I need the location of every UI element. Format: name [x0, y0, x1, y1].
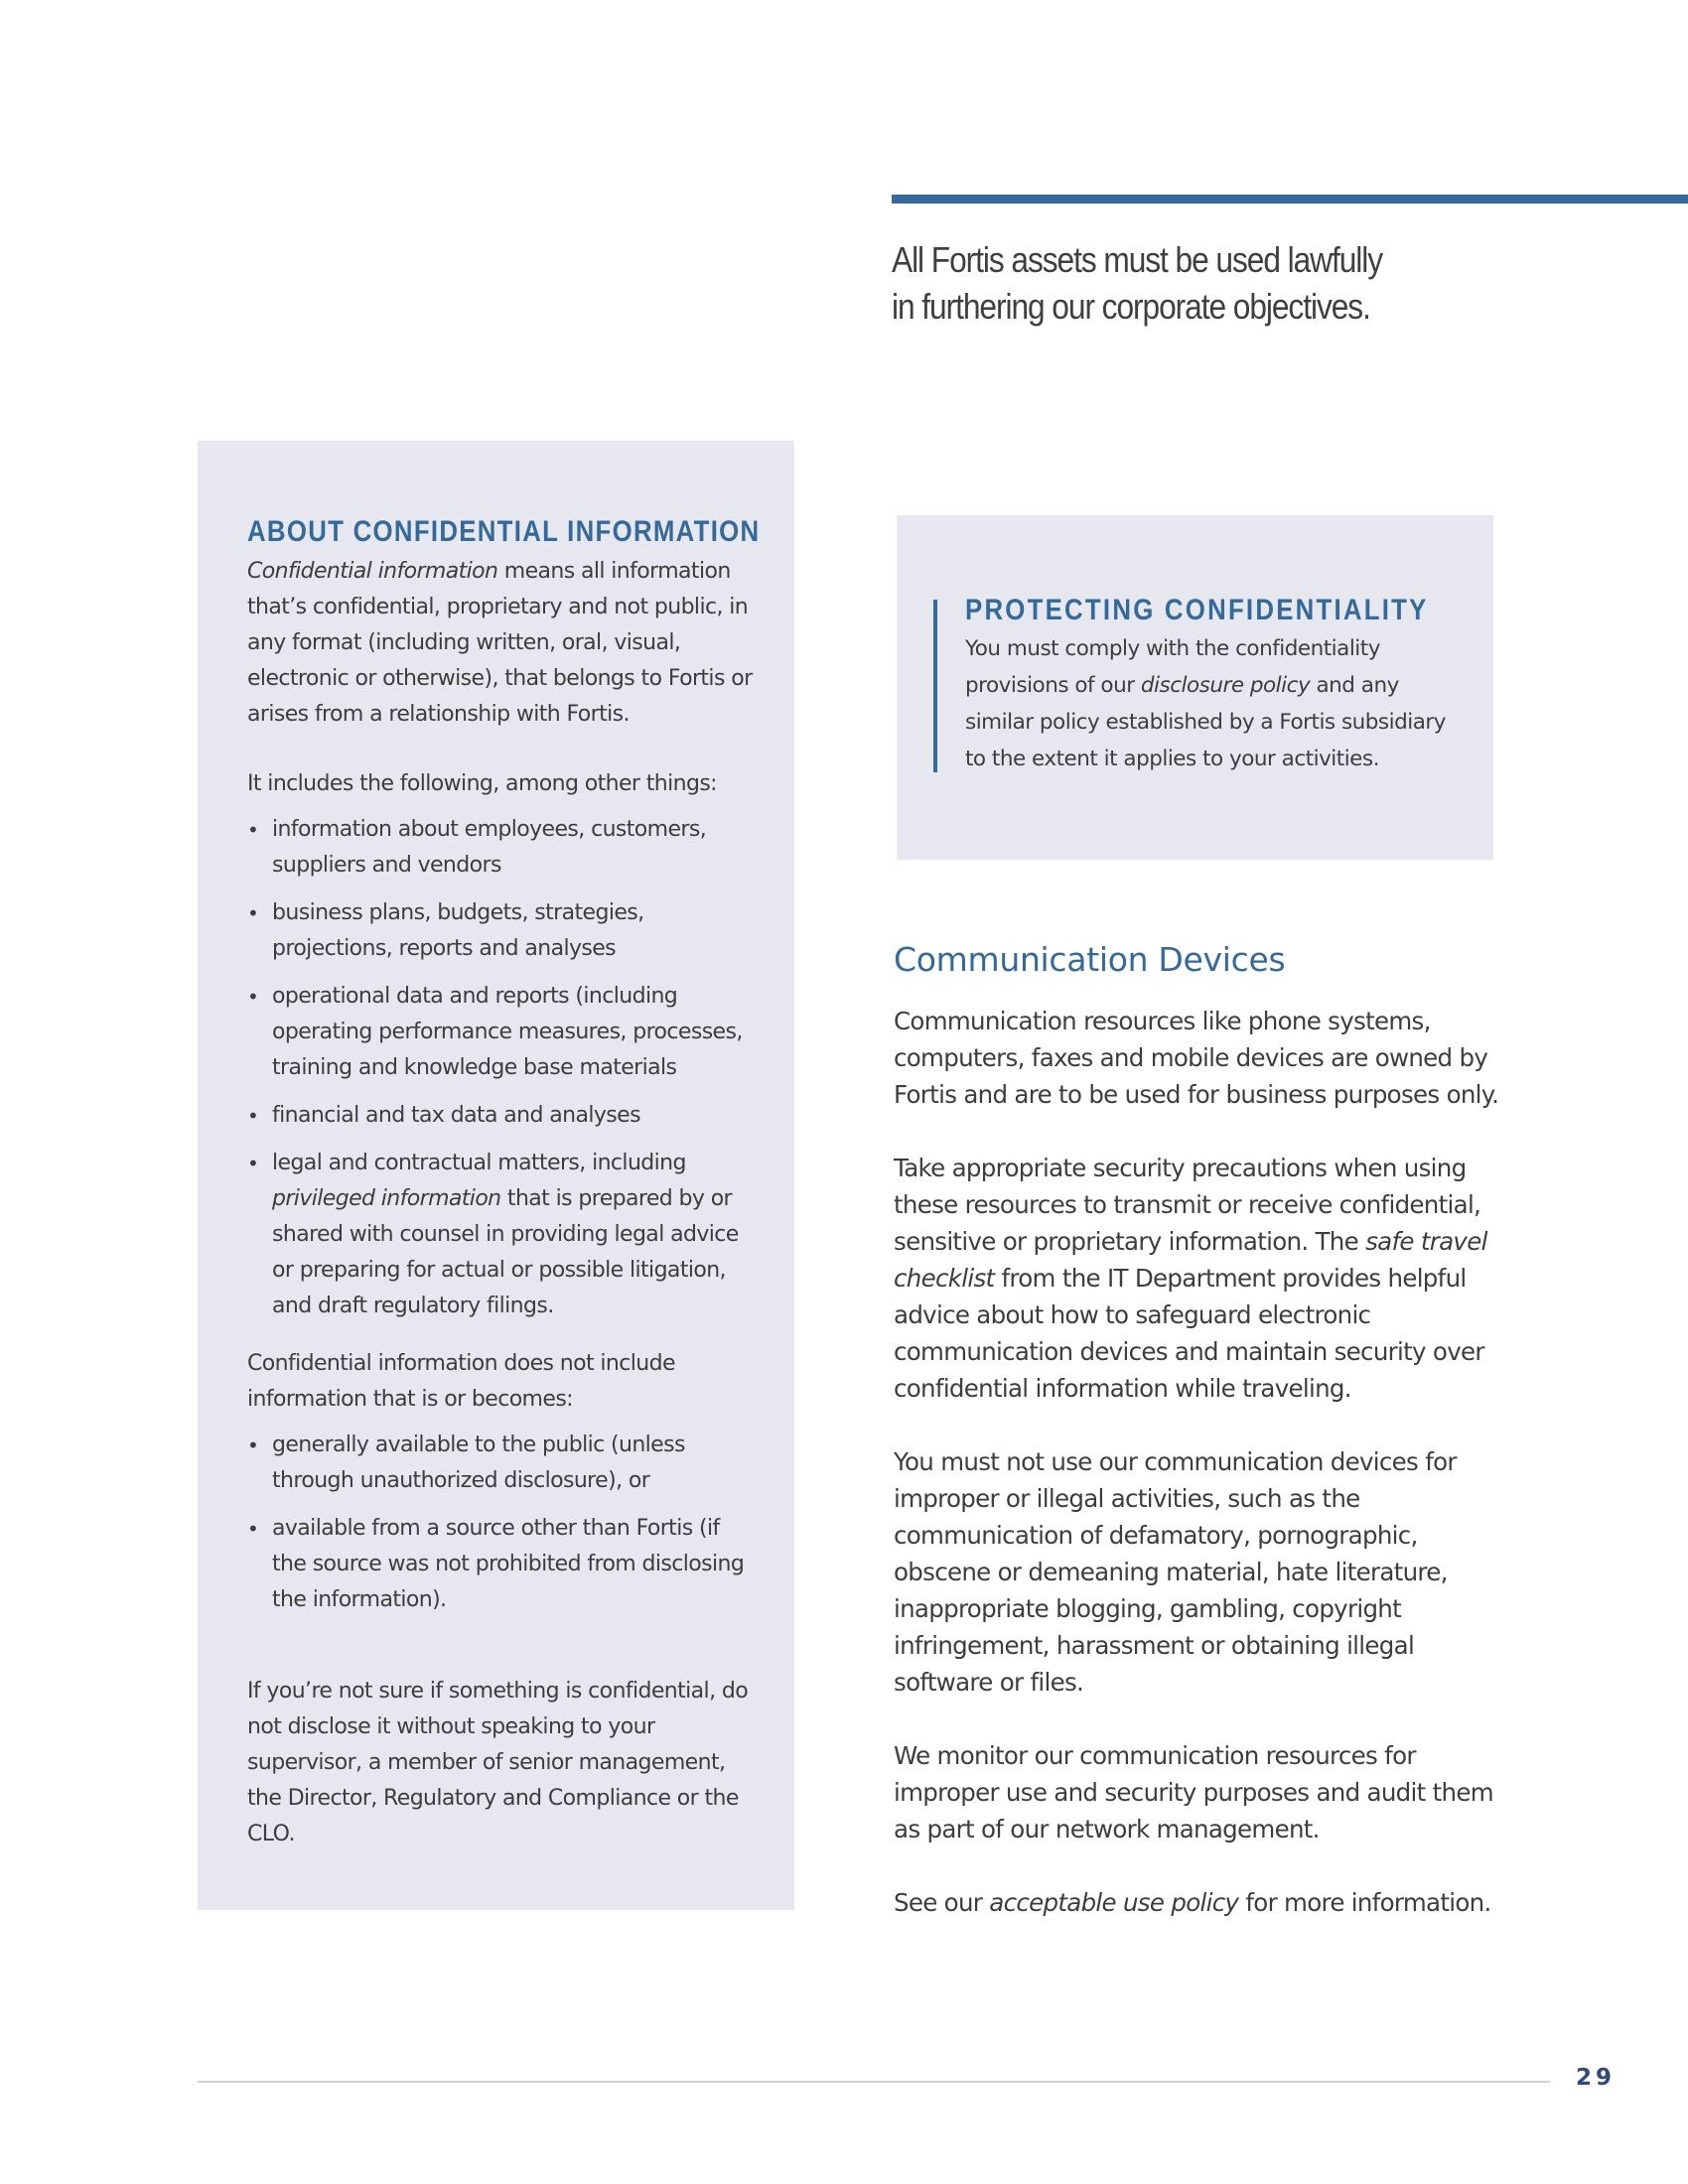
- callout-text: You must comply with the confidentiality provisions of our: [965, 636, 1380, 698]
- communication-devices-body: [894, 1003, 1509, 1921]
- paragraph-text: See our: [894, 1888, 990, 1917]
- communication-paragraph-2: [894, 1150, 1509, 1407]
- pull-quote-line-1: All Fortis assets must be used lawfully: [892, 239, 1383, 280]
- protecting-confidentiality-text: [965, 630, 1472, 777]
- communication-devices-title: Communication Devices: [894, 940, 1286, 979]
- legal-item-text-rest: that is prepared by or shared with counsel in providing legal advice or preparing for actual or possible litigation, and draft regulatory filings.: [272, 1186, 739, 1318]
- pull-quote-line-2: in furthering our corporate objectives.: [892, 286, 1370, 327]
- communication-paragraph-5: [894, 1884, 1509, 1921]
- pull-quote: [892, 236, 1451, 330]
- callout-content: [965, 593, 1472, 777]
- communication-paragraph-3: You must not use our communication devices for improper or illegal activities, such as the communication of defamatory, pornographic, obscene or demeaning material, hate literature, inappropriate blogging, gambling, copyright infringement, harassment or obtaining illegal software or files.: [894, 1447, 1457, 1697]
- list-item-legal: [247, 1146, 755, 1324]
- safe-travel-checklist-term: safe travel checklist: [894, 1227, 1487, 1293]
- callout-accent-bar: [933, 600, 937, 772]
- paragraph-text: Take appropriate security precautions when using these resources to transmit or receive confidential, sensitive or proprietary information. The: [894, 1154, 1481, 1256]
- excludes-list: [247, 1428, 755, 1618]
- excludes-intro: Confidential information does not include information that is or becomes:: [247, 1351, 675, 1412]
- list-item: • available from a source other than Fortis (if the source was not prohibited from disclosing the information).: [247, 1511, 755, 1618]
- definition-paragraph: [247, 554, 755, 733]
- page-number: 29: [1576, 2065, 1617, 2091]
- communication-paragraph-1: Communication resources like phone systems, computers, faxes and mobile devices are owned by Fortis and are to be used for business purposes only.: [894, 1007, 1499, 1109]
- disclosure-policy-term: disclosure policy: [1140, 673, 1311, 698]
- definition-term: Confidential information: [247, 559, 498, 584]
- list-item: • operational data and reports (including operating performance measures, processes, training and knowledge base materials: [247, 979, 755, 1086]
- closing-paragraph: If you’re not sure if something is confidential, do not disclose it without speaking to your supervisor, a member of senior management, the Director, Regulatory and Compliance or the CLO.: [247, 1679, 749, 1846]
- confidential-information-heading: ABOUT CONFIDENTIAL INFORMATION: [247, 515, 761, 548]
- communication-paragraph-4: We monitor our communication resources for improper use and security purposes and audit them as part of our network management.: [894, 1741, 1493, 1843]
- paragraph-text-rest: from the IT Department provides helpful advice about how to safeguard electronic communication devices and maintain security over confidential information while traveling.: [894, 1264, 1484, 1403]
- list-item: • business plans, budgets, strategies, projections, reports and analyses: [247, 895, 755, 967]
- list-item: • generally available to the public (unless through unauthorized disclosure), or: [247, 1428, 755, 1499]
- includes-intro: It includes the following, among other things:: [247, 771, 717, 796]
- includes-list: [247, 812, 755, 1324]
- communication-devices-section: [894, 937, 1509, 1958]
- list-item: • financial and tax data and analyses: [247, 1098, 755, 1134]
- list-item: • information about employees, customers, suppliers and vendors: [247, 812, 755, 884]
- protecting-confidentiality-callout: [897, 515, 1493, 860]
- acceptable-use-policy-term: acceptable use policy: [989, 1888, 1239, 1917]
- definition-text: means all information that’s confidential, proprietary and not public, in any format (including written, oral, visual, electronic or otherwise), that belongs to Fortis or arises from a relationship with Fortis.: [247, 559, 753, 727]
- confidential-information-body: [247, 554, 755, 1852]
- footer-rule: [198, 2081, 1550, 2083]
- confidential-information-sidebar: [198, 441, 794, 1910]
- top-accent-rule: [892, 195, 1688, 204]
- privileged-information-term: privileged information: [272, 1186, 501, 1211]
- callout-text-rest: and any similar policy established by a Fortis subsidiary to the extent it applies to your activities.: [965, 673, 1446, 771]
- protecting-confidentiality-heading: PROTECTING CONFIDENTIALITY: [965, 594, 1429, 626]
- paragraph-text-rest: for more information.: [1238, 1888, 1491, 1917]
- legal-item-text: legal and contractual matters, including: [272, 1151, 686, 1175]
